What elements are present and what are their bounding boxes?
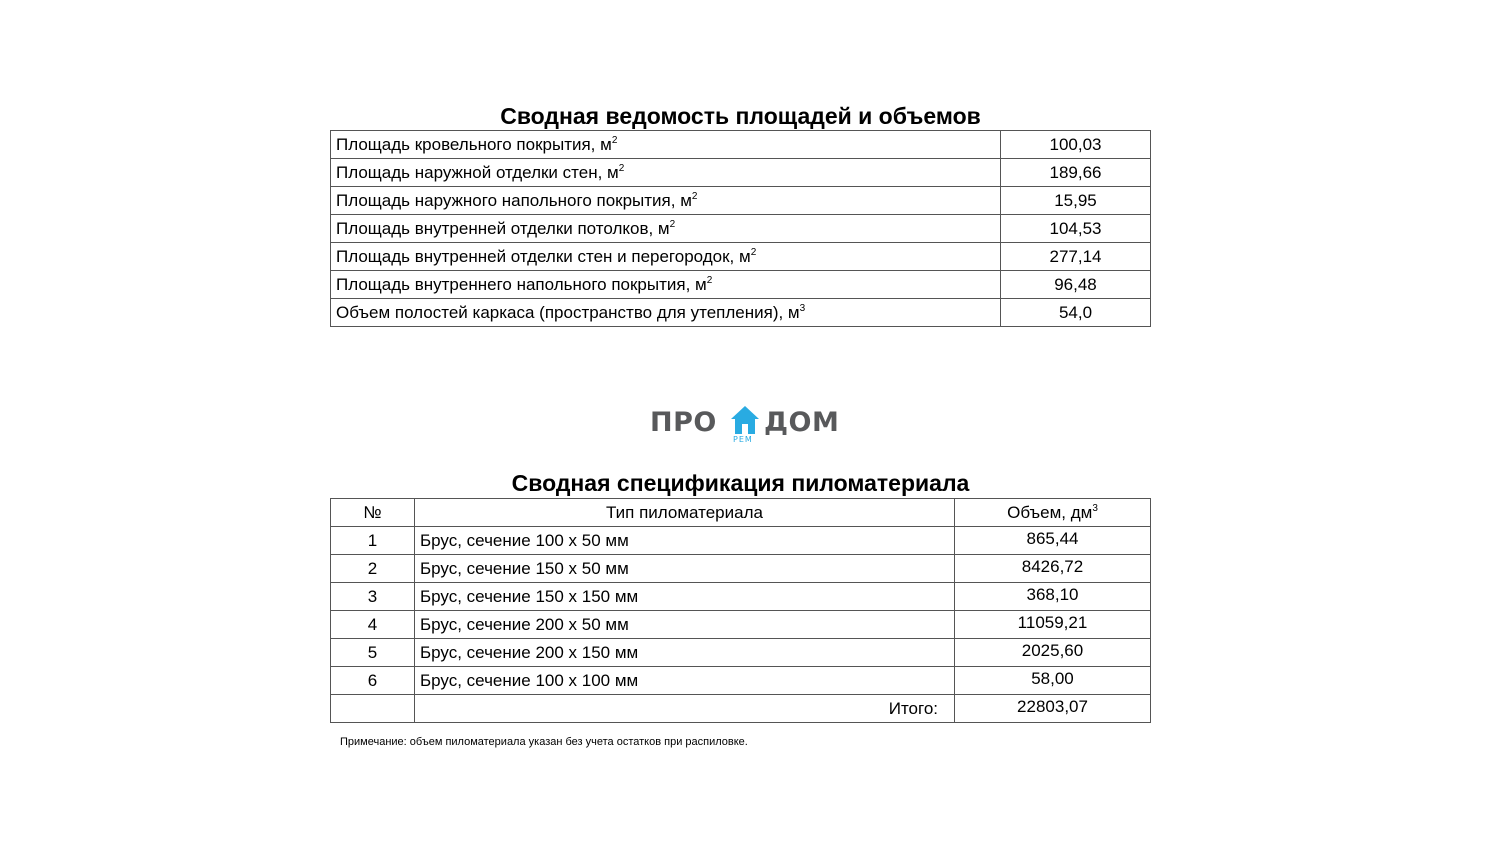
areas-table-body <box>331 131 1151 327</box>
lumber-row <box>331 555 1151 583</box>
lumber-row-volume: 865,44 <box>955 527 1151 555</box>
areas-row-name <box>331 159 1001 187</box>
areas-row-name-text: Площадь внутреннего напольного покрытия, м <box>336 274 707 294</box>
areas-row-unit-exp: 2 <box>611 134 618 146</box>
areas-row-unit-exp: 2 <box>706 274 713 286</box>
header-num: № <box>331 499 415 527</box>
areas-row-unit-exp: 2 <box>669 218 676 230</box>
areas-row-name-text: Площадь наружной отделки стен, м <box>336 162 619 182</box>
areas-row-value: 96,48 <box>1001 271 1151 299</box>
areas-row-name <box>331 271 1001 299</box>
areas-row <box>331 131 1151 159</box>
total-label: Итого: <box>415 695 955 723</box>
areas-row-unit-exp: 2 <box>618 162 625 174</box>
areas-row <box>331 299 1151 327</box>
lumber-row-type: Брус, сечение 100 х 50 мм <box>415 527 955 555</box>
lumber-row <box>331 583 1151 611</box>
areas-row <box>331 215 1151 243</box>
lumber-row-volume: 11059,21 <box>955 611 1151 639</box>
logo-word-right: ДОМ <box>764 407 840 438</box>
lumber-row <box>331 527 1151 555</box>
logo <box>650 402 850 446</box>
total-row <box>331 695 1151 723</box>
lumber-row-volume: 368,10 <box>955 583 1151 611</box>
total-empty-cell <box>331 695 415 723</box>
lumber-header-row <box>331 499 1151 527</box>
lumber-table-body <box>331 527 1151 695</box>
total-value: 22803,07 <box>955 695 1151 723</box>
areas-row-name-text: Площадь наружного напольного покрытия, м <box>336 190 692 210</box>
lumber-table <box>330 498 1151 723</box>
lumber-row-volume: 2025,60 <box>955 639 1151 667</box>
lumber-row-num: 5 <box>331 639 415 667</box>
header-type: Тип пиломатериала <box>415 499 955 527</box>
areas-row-value: 104,53 <box>1001 215 1151 243</box>
lumber-title: Сводная спецификация пиломатериала <box>511 470 970 496</box>
areas-table <box>330 130 1151 327</box>
lumber-row-num: 4 <box>331 611 415 639</box>
areas-row-name-text: Площадь внутренней отделки потолков, м <box>336 218 670 238</box>
lumber-row-type: Брус, сечение 100 х 100 мм <box>415 667 955 695</box>
header-volume-text: Объем, дм <box>1007 502 1093 522</box>
lumber-row-volume: 58,00 <box>955 667 1151 695</box>
areas-title: Сводная ведомость площадей и объемов <box>500 103 981 129</box>
lumber-row-type: Брус, сечение 150 х 150 мм <box>415 583 955 611</box>
header-volume <box>955 499 1151 527</box>
logo-word-left: ПРО <box>650 407 717 438</box>
areas-row-name-text: Объем полостей каркаса (пространство для утепления), м <box>336 302 800 322</box>
areas-row-value: 189,66 <box>1001 159 1151 187</box>
lumber-row-num: 2 <box>331 555 415 583</box>
areas-row <box>331 271 1151 299</box>
lumber-row <box>331 667 1151 695</box>
areas-row-name-text: Площадь кровельного покрытия, м <box>336 134 612 154</box>
areas-row <box>331 187 1151 215</box>
house-icon <box>729 404 761 436</box>
lumber-row-volume: 8426,72 <box>955 555 1151 583</box>
areas-row-name <box>331 131 1001 159</box>
areas-row <box>331 159 1151 187</box>
lumber-row <box>331 611 1151 639</box>
areas-row-name <box>331 299 1001 327</box>
areas-row-value: 15,95 <box>1001 187 1151 215</box>
areas-row-value: 54,0 <box>1001 299 1151 327</box>
lumber-row-num: 1 <box>331 527 415 555</box>
areas-row-name <box>331 215 1001 243</box>
areas-row-unit-exp: 3 <box>799 302 806 314</box>
logo-subtext: РЕМ <box>733 435 753 444</box>
lumber-row-type: Брус, сечение 200 х 50 мм <box>415 611 955 639</box>
areas-row-value: 277,14 <box>1001 243 1151 271</box>
areas-row-name <box>331 187 1001 215</box>
areas-row-name <box>331 243 1001 271</box>
note: Примечание: объем пиломатериала указан без учета остатков при распиловке. <box>340 736 748 748</box>
lumber-row-num: 3 <box>331 583 415 611</box>
lumber-row <box>331 639 1151 667</box>
lumber-row-type: Брус, сечение 200 х 150 мм <box>415 639 955 667</box>
lumber-row-num: 6 <box>331 667 415 695</box>
areas-row <box>331 243 1151 271</box>
areas-row-unit-exp: 2 <box>750 246 757 258</box>
lumber-row-type: Брус, сечение 150 х 50 мм <box>415 555 955 583</box>
areas-row-unit-exp: 2 <box>691 190 698 202</box>
header-volume-exp: 3 <box>1092 502 1098 514</box>
areas-row-name-text: Площадь внутренней отделки стен и перегородок, м <box>336 246 751 266</box>
areas-row-value: 100,03 <box>1001 131 1151 159</box>
